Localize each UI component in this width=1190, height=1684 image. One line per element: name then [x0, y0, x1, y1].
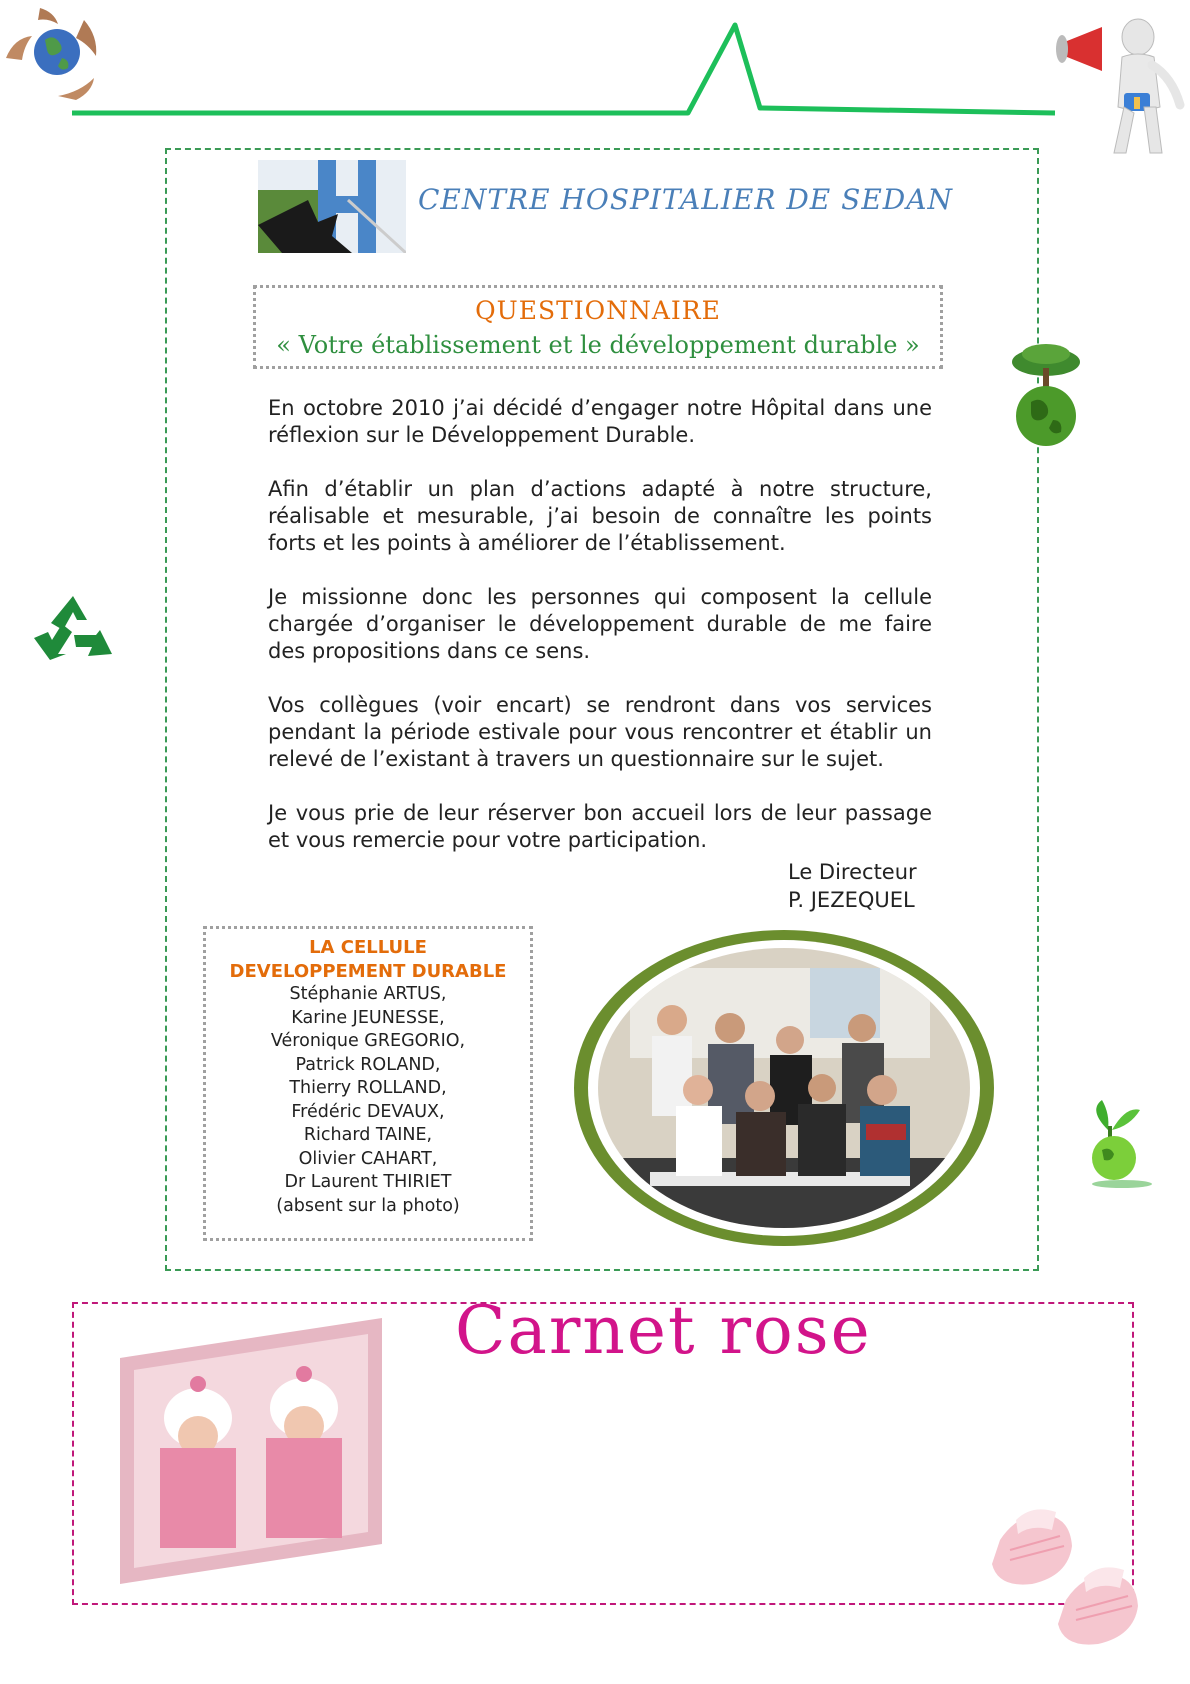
cellule-member: Frédéric DEVAUX, [291, 1101, 445, 1122]
letter-paragraph: Vos collègues (voir encart) se rendront dans vos services pendant la période estivale pour vous rencontrer et établir un relevé de l’existant à travers un questionnaire sur le sujet. [268, 693, 932, 771]
carnet-rose-title: Carnet rose [455, 1292, 872, 1369]
megaphone-man-icon [1052, 15, 1185, 163]
questionnaire-box [253, 285, 943, 369]
letter-paragraph: Je vous prie de leur réserver bon accueil lors de leur passage et vous remercie pour votre participation. [268, 801, 932, 852]
letter-paragraph: Je missionne donc les personnes qui composent la cellule chargée d’organiser le développement durable de me faire des propositions dans ce sens. [268, 585, 932, 663]
cellule-member: Karine JEUNESSE, [291, 1007, 445, 1028]
cellule-member: Thierry ROLLAND, [289, 1078, 447, 1098]
cellule-member: (absent sur la photo) [276, 1195, 460, 1216]
cellule-member: Richard TAINE, [303, 1125, 433, 1145]
letter-paragraph: En octobre 2010 j’ai décidé d’engager notre Hôpital dans une réflexion sur le Développement Durable. [268, 396, 932, 447]
team-photo [570, 928, 998, 1248]
sprout-globe-icon [1078, 1090, 1156, 1190]
questionnaire-subtitle: « Votre établissement et le développement durable » [276, 331, 920, 359]
baby-booties-icon [980, 1480, 1165, 1655]
hospital-name: CENTRE HOSPITALIER DE SEDAN [418, 183, 953, 216]
letter-paragraph: Afin d’établir un plan d’actions adapté à notre structure, réalisable et mesurable, j’ai besoin de connaître les points forts et les points à améliorer de l’établissement. [268, 477, 932, 555]
signature [788, 858, 917, 914]
signature-role: Le Directeur [788, 860, 917, 884]
questionnaire-title: QUESTIONNAIRE [475, 296, 721, 325]
tree-globe-icon [1005, 340, 1087, 450]
cellule-member: Stéphanie ARTUS, [289, 984, 447, 1004]
cellule-box [203, 926, 533, 1241]
cellule-member: Patrick ROLAND, [295, 1054, 441, 1075]
cellule-member: Véronique GREGORIO, [270, 1031, 466, 1051]
header-pulse-line [0, 0, 1190, 130]
globe-hands-icon [0, 0, 110, 110]
signature-name: P. JEZEQUEL [788, 888, 915, 912]
cellule-title-line1: LA CELLULE [309, 937, 427, 958]
hospital-logo [258, 160, 406, 253]
cellule-title-line2: DEVELOPPEMENT DURABLE [229, 960, 507, 982]
babies-photo [120, 1318, 382, 1584]
recycle-icon [30, 590, 116, 676]
cellule-member: Dr Laurent THIRIET [284, 1172, 452, 1192]
cellule-member: Olivier CAHART, [298, 1148, 438, 1169]
letter-body [268, 395, 932, 881]
